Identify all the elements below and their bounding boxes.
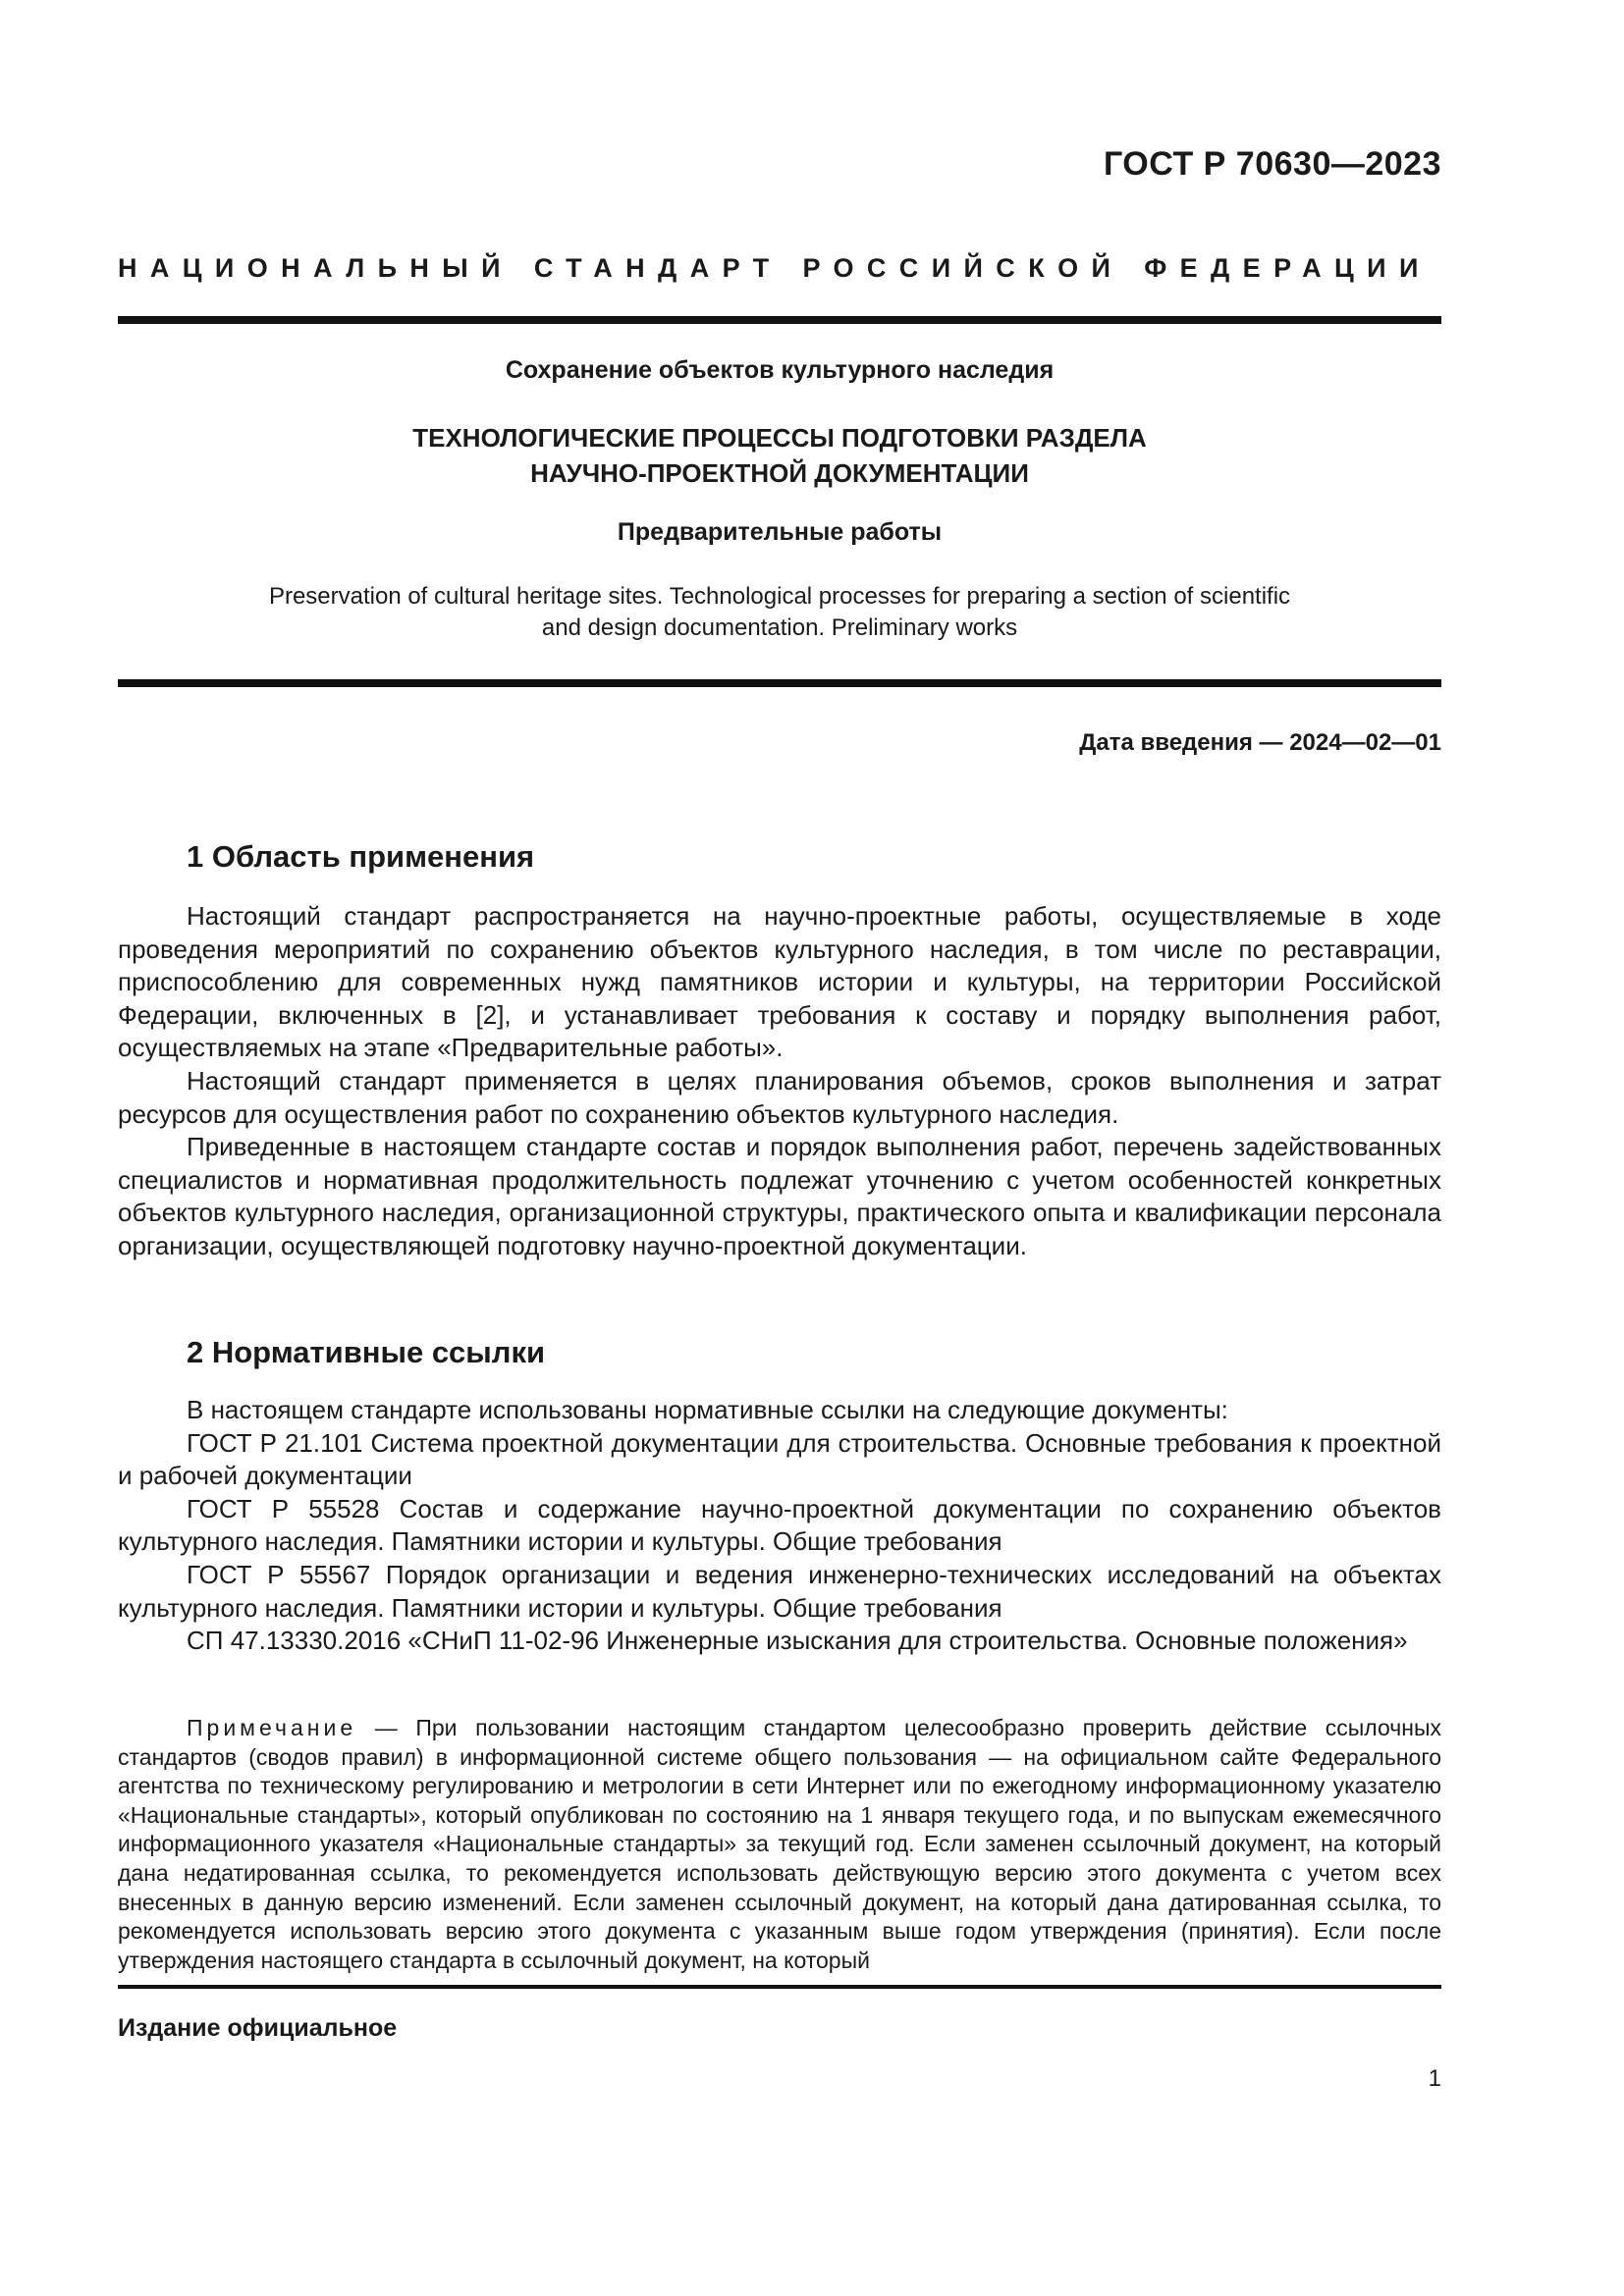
reference-item: ГОСТ Р 55528 Состав и содержание научно-проектной документации по сохранению объектов культурного наследия. Памятники истории и культуры. Общие требования bbox=[118, 1493, 1441, 1557]
note-paragraph bbox=[118, 1714, 1441, 1975]
section-1-paragraph: Настоящий стандарт распространяется на научно-проектные работы, осуществляемые в ходе проведения мероприятий по сохранению объектов культурного наследия, в том числе по реставрации, приспособлению для современных нужд памятников истории и культуры, на территории Российской Федерации, включенных в [2], и устанавливает требования к составу и порядку выполнения работ, осуществляемых на этапе «Предварительные работы». bbox=[118, 901, 1441, 1063]
page-number: 1 bbox=[1428, 2065, 1441, 2092]
note-block bbox=[118, 1714, 1441, 1975]
english-title bbox=[118, 581, 1441, 644]
section-2-body bbox=[118, 1394, 1441, 1658]
note-text: — При пользовании настоящим стандартом целесообразно проверить действие ссылочных стандартов (сводов правил) в информационной системе общего пользования — на официальном сайте Федерального агентства по техническому регулированию и метрологии в сети Интернет или по ежегодному информационному указателю «Национальные стандарты», который опубликован по состоянию на 1 января текущего года, и по выпускам ежемесячного информационного указателя «Национальные стандарты» за текущий год. Если заменен ссылочный документ, на который дана недатированная ссылка, то рекомендуется использовать действующую версию этого документа с учетом всех внесенных в данную версию изменений. Если заменен ссылочный документ, на который дана датированная ссылка, то рекомендуется использовать версию этого документа с указанным выше годом утверждения (принятия). Если после утверждения настоящего стандарта в ссылочный документ, на который bbox=[118, 1715, 1441, 1973]
section-1-paragraph: Приведенные в настоящем стандарте состав и порядок выполнения работ, перечень задействованных специалистов и нормативная продолжительность подлежат уточнению с учетом особенностей конкретных объектов культурного наследия, организационной структуры, практического опыта и квалификации персонала организации, осуществляющей подготовку научно-проектной документации. bbox=[118, 1132, 1441, 1260]
english-title-line-2: and design documentation. Preliminary works bbox=[541, 614, 1018, 641]
reference-item: ГОСТ Р 55567 Порядок организации и ведения инженерно-технических исследований на объектах культурного наследия. Памятники истории и культуры. Общие требования bbox=[118, 1559, 1441, 1623]
introduction-date: Дата введения — 2024—02—01 bbox=[1079, 729, 1441, 756]
title-divider bbox=[118, 679, 1441, 687]
section-1-heading: 1 Область применения bbox=[187, 839, 535, 874]
title-line-1: ТЕХНОЛОГИЧЕСКИЕ ПРОЦЕССЫ ПОДГОТОВКИ РАЗДЕЛА bbox=[412, 423, 1147, 453]
note-label: Примечание bbox=[187, 1715, 357, 1740]
standard-code: ГОСТ Р 70630—2023 bbox=[1103, 145, 1441, 183]
document-subtitle: Предварительные работы bbox=[617, 518, 943, 546]
title-line-2: НАУЧНО-ПРОЕКТНОЙ ДОКУМЕНТАЦИИ bbox=[530, 458, 1029, 488]
footer-divider bbox=[118, 1985, 1441, 1989]
section-2-heading: 2 Нормативные ссылки bbox=[187, 1335, 546, 1369]
reference-item: ГОСТ Р 21.101 Система проектной документации для строительства. Основные требования к проектной и рабочей документации bbox=[118, 1427, 1441, 1491]
section-1-body bbox=[118, 900, 1441, 1263]
document-title bbox=[118, 420, 1441, 491]
reference-paragraph: В настоящем стандарте использованы нормативные ссылки на следующие документы: bbox=[187, 1395, 1228, 1424]
subject-heading: Сохранение объектов культурного наследия bbox=[505, 356, 1055, 384]
english-title-line-1: Preservation of cultural heritage sites. Technological processes for preparing a section of scientific bbox=[268, 583, 1291, 610]
reference-item: СП 47.13330.2016 «СНиП 11-02-96 Инженерные изыскания для строительства. Основные положения» bbox=[187, 1626, 1408, 1656]
section-1-paragraph: Настоящий стандарт применяется в целях планирования объемов, сроков выполнения и затрат ресурсов для осуществления работ по сохранению объектов культурного наследия. bbox=[118, 1065, 1441, 1129]
top-divider bbox=[118, 316, 1441, 324]
national-standard-banner: НАЦИОНАЛЬНЫЙ СТАНДАРТ РОССИЙСКОЙ ФЕДЕРАЦИИ bbox=[118, 253, 1432, 283]
official-edition-label: Издание официальное bbox=[118, 2014, 398, 2042]
